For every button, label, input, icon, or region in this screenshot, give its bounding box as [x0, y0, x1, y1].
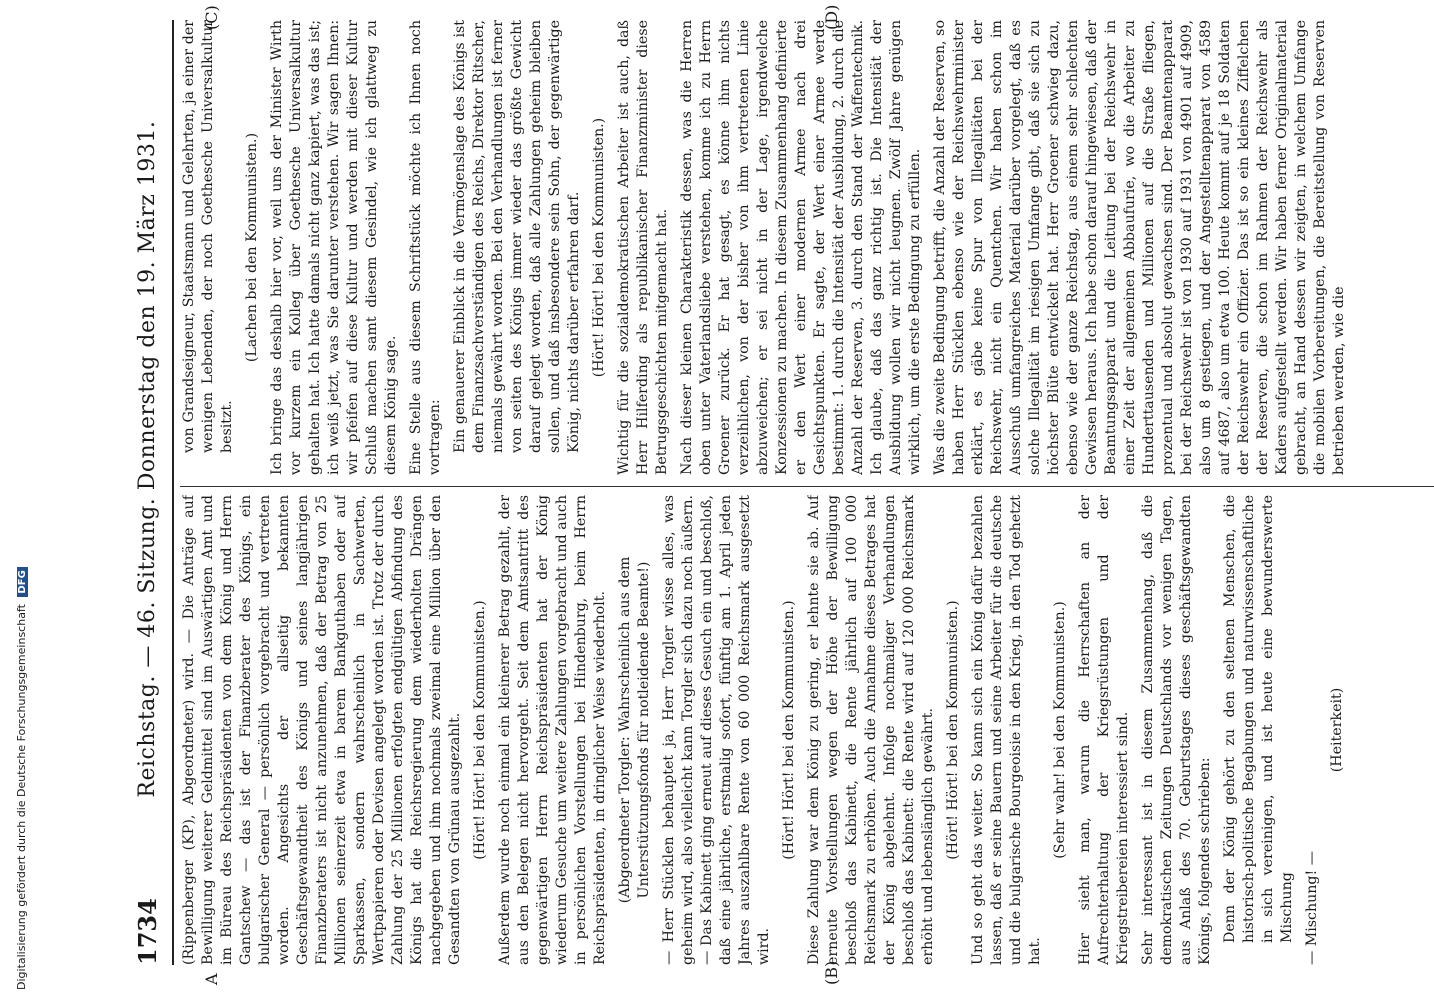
quote: Denn der König gehört zu den seltenen Menschen, die historisch-politische Begabungen und naturwissenschaftliche in sich vereinigen, und ist heute eine bewunderswerte Mischung — [1222, 495, 1295, 943]
funding-note: Digitalisierung gefördert durch die Deutsche Forschungsgemeinschaft — [15, 604, 28, 990]
paragraph: — Herr Stücklen behauptet ja, Herr Torgler wisse alles, was geheim wird, also vielleicht kann Torgler sich dazu noch äußern. — Das Kabinett ging erneut auf dieses Gesuch ein und beschloß, daß eine jährliche, erstmalig sofort, fünftig am 1. April jeden Jahres auszahlbare Rente von 60 000 Reichsmark ausgesetzt wird. — [661, 495, 772, 965]
header-rule — [172, 20, 174, 965]
paragraph: Wichtig für die sozialdemokratischen Arbeiter ist auch, daß Herr Hilferding als republikanischer Finanzminister diese Betrugsgeschichten mitgemacht hat. — [616, 20, 670, 475]
page-number: 1734 — [132, 898, 162, 965]
margin-marker-d: (D) — [822, 4, 841, 30]
margin-marker-b: (B) — [822, 960, 841, 985]
margin-marker-a: A — [202, 973, 221, 985]
footer-text — [15, 567, 28, 990]
interjection: (Hört! Hört! bei den Kommunisten.) — [781, 600, 797, 860]
paragraph: Außerdem wurde noch einmal ein kleinerer Betrag gezahlt, der aus den Belegen nicht hervorgeht. Seit dem Amtsantritt des gegenwärtigen Herrn Reichspräsidenten hat der König wiederum Gesuche um weitere Zahlungen vorgebracht und auch in persönlichen Vorstellungen bei Hindenburg, beim Herrn Reichspräsidenten, in dringlicher Weise wiederholt. — [497, 495, 608, 965]
interjection: (Hört! Hört! bei den Kommunisten.) — [945, 600, 961, 860]
column-divider — [180, 486, 1434, 487]
interjection: (Abgeordneter Torgler: Wahrscheinlich aus dem Unterstützungsfonds für notleidende Beamte!) — [617, 556, 652, 904]
paragraph: Hier sieht man, warum die Herrschaften an der Aufrechterhaltung der Kriegsrüstungen und der Kriegstreibereien interessiert sind. — [1077, 495, 1131, 965]
left-column — [180, 495, 1434, 965]
interjection: (Lachen bei den Kommunisten.) — [244, 132, 260, 363]
interjection: (Heiterkeit) — [1329, 687, 1345, 773]
dfg-logo: DFG — [17, 567, 28, 596]
interjection: — Mischung! — — [1304, 851, 1320, 965]
margin-marker-c: (C) — [202, 5, 221, 30]
paragraph: Was die zweite Bedingung betrifft, die Anzahl der Reserven, so haben Herr Stücklen ebenso wie der Reichswehrminister erklärt, es gäbe keine Spur von Illegalitäten bei der Reichswehr, nicht ein Quentchen. Wir haben schon im Ausschuß umfangreiches Material darüber vorgelegt, daß es solche Illegalität im riesigen Umfange gibt, daß sie sich zu höchster Blüte entwickelt hat. Herr Groener schwieg dazu, ebenso wie der ganze Reichstag, aus einem sehr schlechten Gewissen heraus. Ich habe schon darauf hingewiesen, daß der Beamtungsapparat und die Leitung bei der Reichswehr in einer Zeit der allgemeinen Abbaufurie, wo die Arbeiter zu Hunderttausenden und Millionen auf die Straße fliegen, prozentual und absolut gewachsen sind. Der Beamtenapparat bei der Reichswehr ist von 1930 auf 1931 von 4901 auf 4909, also um 8 gestiegen, und der Angestelltenapparat von 4589 auf 4687, also um etwa 100. Heute kommt auf je 18 Soldaten der Reichswehr ein Offizier. Das ist so ein kleines Ziffelchen der Reserven, die schon im Rahmen der Reichswehr als Kaders aufgestellt werden. Wir haben ferner Originalmaterial gebracht, an Hand dessen wir zeigten, in welchem Umfange die mobilen Vorbereitungen, die Bereitstellung von Reserven betrieben werden, wie die — [932, 20, 1347, 475]
interjection: (Sehr wahr! bei den Kommunisten.) — [1052, 601, 1068, 859]
paragraph: Ich bringe das deshalb hier vor, weil uns der Minister Wirth vor kurzem ein Kolleg über Goethesche Universalkultur gehalten hat. Ich hatte damals nicht ganz kapiert, was das ist; ich weiß jetzt, was Sie darunter verstehen. Wir sagen Ihnen: wir pfeifen auf diese Kultur und werden mit dieser Kultur Schluß machen samt diesem Gesindel, wie ich glattweg zu diesem König sage. — [269, 20, 399, 475]
interjection: (Hört! Hört! bei den Kommunisten.) — [472, 600, 488, 860]
paragraph: (Rippenberger (KP), Abgeordneter) wird. — Die Anträge auf Bewilligung weiterer Geldmittel sind im Auswärtigen Amt und im Büreau des Reichspräsidenten von dem König und Herrn Gantschew — das ist der Finanzberater des Königs, ein bulgarischer General — persönlich vorgebracht und vertreten worden. Angesichts der allseitig bekannten Geschäftsgewandtheit des Königs und seines langjährigen Finanzberaters ist nicht anzunehmen, daß der Betrag von 25 Millionen seinerzeit etwa in barem Bankguthaben oder auf Sparkassen, sondern wahrscheinlich in Sachwerten, Wertpapieren oder Devisen angelegt worden ist. Trotz der durch Zahlung der 25 Millionen erfolgten endgültigen Abfindung des Königs hat die Reichsregierung dem wiederholten Drängen nachgegeben und ihm nochmals zweimal eine Million über den Gesandten von Grünau ausgezahlt. — [181, 495, 463, 965]
footer — [0, 0, 28, 1000]
rotated-page — [122, 0, 1434, 985]
paragraph: Und so geht das weiter. So kann sich ein König dafür bezahlen lassen, daß er seine Bauern und seine Arbeiter für die deutsche und die bulgarische Bourgeoisie in den Krieg, in den Tod gehetzt hat. — [970, 495, 1043, 965]
page-title: Reichstag. — 46. Sitzung. Donnerstag den 19. März 1931. — [134, 120, 160, 798]
page-header — [122, 20, 172, 965]
quote: Ein genauerer Einblick in die Vermögenslage des Königs ist dem Finanzsachverständigen des Reichs, Direktor Ritscher, niemals gewährt worden. Bei den Verhandlungen ist ferner von seiten des Königs immer wieder das größte Gewicht darauf gelegt worden, daß alle Zahlungen geheim bleiben sollen, und daß insbesondere sein Sohn, der gegenwärtige König, nichts darüber erfahren darf. — [452, 20, 582, 453]
paragraph: Sehr interessant ist in diesem Zusammenhang, daß die demokratischen Zeitungen Deutschlands vor wenigen Tagen, aus Anlaß des 70. Geburtstages dieses geschäftsgewandten Königs, folgendes schrieben: — [1140, 495, 1213, 965]
paragraph: Eine Stelle aus diesem Schriftstück möchte ich Ihnen noch vortragen: — [408, 20, 443, 475]
interjection: (Hört! Hört! bei den Kommunisten.) — [591, 117, 607, 378]
paragraph: Nach dieser kleinen Charakteristik dessen, was die Herren oben unter Vaterlandsliebe verstehen, komme ich zu Herrn Groener zurück. Er hat gesagt, es könne ihm nichts verzeihlichen, von der bisher von ihm vertretenen Linie abzuweichen; er sei nicht in der Lage, irgendwelche Konzessionen zu machen. In diesem Zusammenhang definierte er den Wert einer modernen Armee nach drei Gesichtspunkten. Er sagte, der Wert einer Armee werde bestimmt: 1. durch die Intensität der Ausbildung, 2. durch die Anzahl der Reserven, 3. durch den Stand der Waffentechnik. Ich glaube, daß das ganz richtig ist. Die Intensität der Ausbildung wollen wir nicht leugnen. Zwölf Jahre genügen wirklich, um die erste Bedingung zu erfüllen. — [679, 20, 923, 475]
quote: von Grandseigneur, Staatsmann und Gelehrten, ja einer der wenigen Lebenden, der noch Goethesche Universalkultur besitzt. — [181, 20, 235, 453]
right-column — [180, 20, 1434, 475]
paragraph: Diese Zahlung war dem König zu gering, er lehnte sie ab. Auf erneute Vorstellungen wegen der Höhe der Bewilligung beschloß das Kabinett, die Rente jährlich auf 100 000 Reichsmark zu erhöhen. Auch die Annahme dieses Betrages hat der König abgelehnt. Infolge nochmaliger Verhandlungen beschloß das Kabinett: die Rente wird auf 120 000 Reichsmark erhöht und lebenslänglich gewährt. — [806, 495, 936, 965]
